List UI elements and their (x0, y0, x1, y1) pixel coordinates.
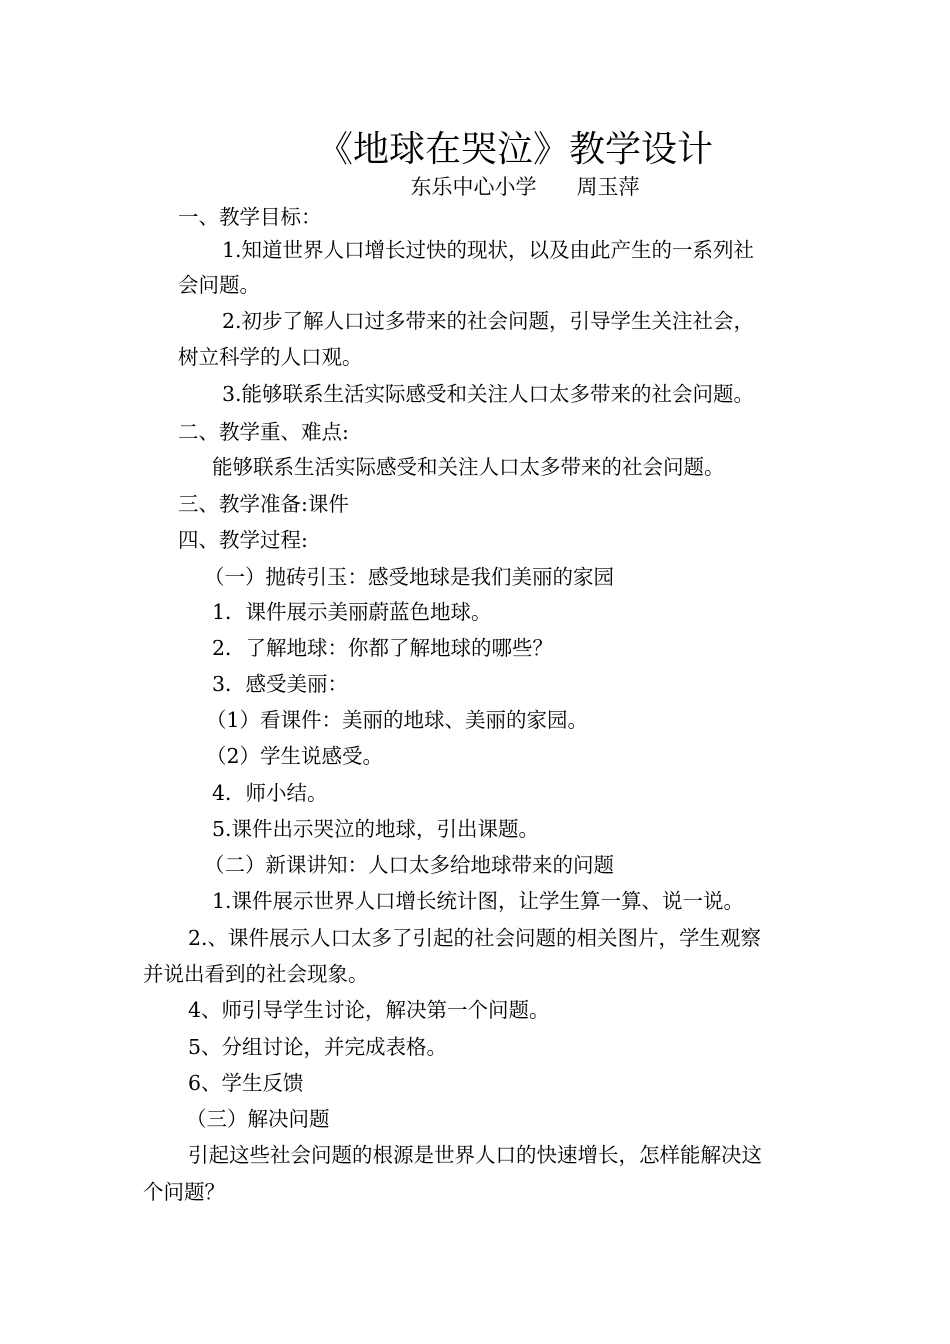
paragraph-line: 1.知道世界人口增长过快的现状，以及由此产生的一系列社 (222, 238, 755, 262)
list-item: （2）学生说感受。 (206, 744, 384, 768)
section-heading-objectives: 一、教学目标： (178, 205, 322, 229)
list-item: 5.课件出示哭泣的地球，引出课题。 (212, 817, 540, 841)
list-item: 2.、课件展示人口太多了引起的社会问题的相关图片，学生观察 (188, 926, 762, 950)
list-item: 4．师小结。 (212, 781, 328, 805)
list-item: 5、分组讨论，并完成表格。 (188, 1035, 448, 1059)
subsection-heading: （二）新课讲知：人口太多给地球带来的问题 (204, 853, 614, 877)
list-item: 1．课件展示美丽蔚蓝色地球。 (212, 600, 492, 624)
paragraph-line: 树立科学的人口观。 (178, 345, 363, 369)
section-heading-preparation: 三、教学准备:课件 (178, 492, 349, 516)
list-item: 2．了解地球：你都了解地球的哪些？ (212, 636, 554, 660)
paragraph-line: 会问题。 (178, 273, 260, 297)
list-item: 1.课件展示世界人口增长统计图，让学生算一算、说一说。 (212, 889, 745, 913)
paragraph-line: 引起这些社会问题的根源是世界人口的快速增长，怎样能解决这 (188, 1143, 762, 1167)
subsection-heading: （一）抛砖引玉：感受地球是我们美丽的家园 (204, 565, 614, 589)
paragraph-line: 个问题？ (143, 1180, 225, 1204)
document-title: 《地球在哭泣》教学设计 (316, 129, 713, 170)
list-item: 6、学生反馈 (188, 1071, 304, 1095)
list-item: 4、师引导学生讨论，解决第一个问题。 (188, 998, 550, 1022)
paragraph-line: 能够联系生活实际感受和关注人口太多带来的社会问题。 (212, 455, 725, 479)
section-heading-process: 四、教学过程: (178, 528, 308, 552)
paragraph-line: 3.能够联系生活实际感受和关注人口太多带来的社会问题。 (222, 382, 755, 406)
list-item: （1）看课件：美丽的地球、美丽的家园。 (206, 708, 589, 732)
author-line: 东乐中心小学 周玉萍 (410, 175, 640, 199)
list-item: 3．感受美丽： (212, 672, 349, 696)
section-heading-key-points: 二、教学重、难点: (178, 420, 349, 444)
paragraph-line: 2.初步了解人口过多带来的社会问题，引导学生关注社会， (222, 309, 755, 333)
subsection-heading: （三）解决问题 (186, 1107, 330, 1131)
paragraph-line: 并说出看到的社会现象。 (143, 962, 369, 986)
